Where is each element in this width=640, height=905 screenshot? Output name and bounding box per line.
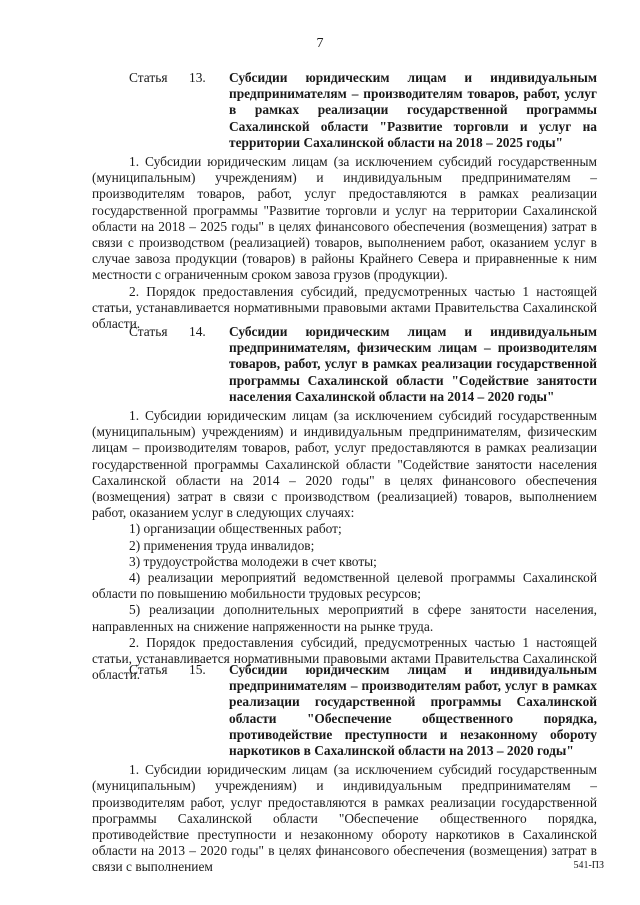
article-number: 14. bbox=[189, 324, 206, 339]
article-number: 13. bbox=[189, 70, 206, 85]
article-heading bbox=[92, 70, 597, 151]
paragraph: 1. Субсидии юридическим лицам (за исключением субсидий государственным (муниципальным) учреждениям) и индивидуальным предпринимателям – производителям работ, услуг предоставляются в рамках реализации государственной программы Сахалинской области "Обеспечение общественного порядка, противодействие преступности и незаконному обороту наркотиков в Сахалинской области на 2013 – 2020 годы" в целях финансового обеспечения (возмещения) затрат в связи с выполнением bbox=[92, 762, 597, 875]
article-body bbox=[92, 408, 597, 683]
list-item: 3) трудоустройства молодежи в счет квоты; bbox=[129, 553, 377, 569]
article-number: 15. bbox=[189, 662, 206, 677]
paragraph: 2. Порядок предоставления субсидий, предусмотренных частью 1 настоящей статьи, устанавливается нормативными правовыми актами Правительства Сахалинской области. bbox=[92, 283, 597, 332]
article-title: Субсидии юридическим лицам и индивидуальным предпринимателям – производителям товаров, работ, услуг в рамках реализации государственной программы Сахалинской области "Развитие торговли и услуг на территории Сахалинской области на 2018 – 2025 годы" bbox=[229, 70, 597, 150]
article-heading bbox=[92, 324, 597, 405]
article-body bbox=[92, 154, 597, 332]
page-number: 7 bbox=[316, 36, 324, 51]
article-label: Статья bbox=[129, 662, 168, 677]
paragraph: 2. Порядок предоставления субсидий, предусмотренных частью 1 настоящей статьи, устанавливается нормативными правовыми актами Правительства Сахалинской области. bbox=[92, 634, 597, 683]
article-13 bbox=[92, 70, 597, 332]
list-item: 4) реализации мероприятий ведомственной целевой программы Сахалинской области по повышению мобильности трудовых ресурсов; bbox=[92, 570, 597, 602]
paragraph: 1. Субсидии юридическим лицам (за исключением субсидий государственным (муниципальным) учреждениям) и индивидуальным предпринимателям – производителям товаров, работ, услуг предоставляются в рамках реализации государственной программы "Развитие торговли и услуг на территории Сахалинской области на 2018 – 2025 годы" в целях финансового обеспечения (возмещения) затрат в связи с производством (реализацией) товаров, выполнением работ, оказанием услуг в случае завоза продукции (товаров) в районы Крайнего Севера и приравненные к ним местности с ограниченным сроком завоза грузов (продукции). bbox=[92, 154, 597, 283]
list-item: 2) применения труда инвалидов; bbox=[129, 537, 315, 553]
article-label: Статья bbox=[129, 324, 168, 339]
document-code: 541-ПЗ bbox=[573, 860, 604, 871]
article-body bbox=[92, 762, 597, 875]
article-heading bbox=[92, 662, 597, 759]
article-14 bbox=[92, 324, 597, 683]
article-title: Субсидии юридическим лицам и индивидуальным предпринимателям, физическим лицам – производителям товаров, работ, услуг в рамках реализации государственной программы Сахалинской области "Содействие занятости населения Сахалинской области на 2014 – 2020 годы" bbox=[229, 324, 597, 404]
list-item: 1) организации общественных работ; bbox=[129, 521, 342, 537]
article-title: Субсидии юридическим лицам и индивидуальным предпринимателям – производителям работ, услуг в рамках реализации государственной программы Сахалинской области "Обеспечение общественного порядка, противодействие преступности и незаконному обороту наркотиков в Сахалинской области на 2013 – 2020 годы" bbox=[229, 662, 597, 759]
list-item: 5) реализации дополнительных мероприятий в сфере занятости населения, направленных на снижение напряженности на рынке труда. bbox=[92, 602, 597, 634]
paragraph: 1. Субсидии юридическим лицам (за исключением субсидий государственным (муниципальным) учреждениям) и индивидуальным предпринимателям, физическим лицам – производителям товаров, работ, услуг предоставляются в рамках реализации государственной программы Сахалинской области "Содействие занятости населения Сахалинской области на 2014 – 2020 годы" в целях финансового обеспечения (возмещения) затрат в связи с производством (реализацией) товаров, выполнением работ, оказанием услуг в следующих случаях: bbox=[92, 408, 597, 521]
article-15 bbox=[92, 662, 597, 876]
article-label: Статья bbox=[129, 70, 168, 85]
